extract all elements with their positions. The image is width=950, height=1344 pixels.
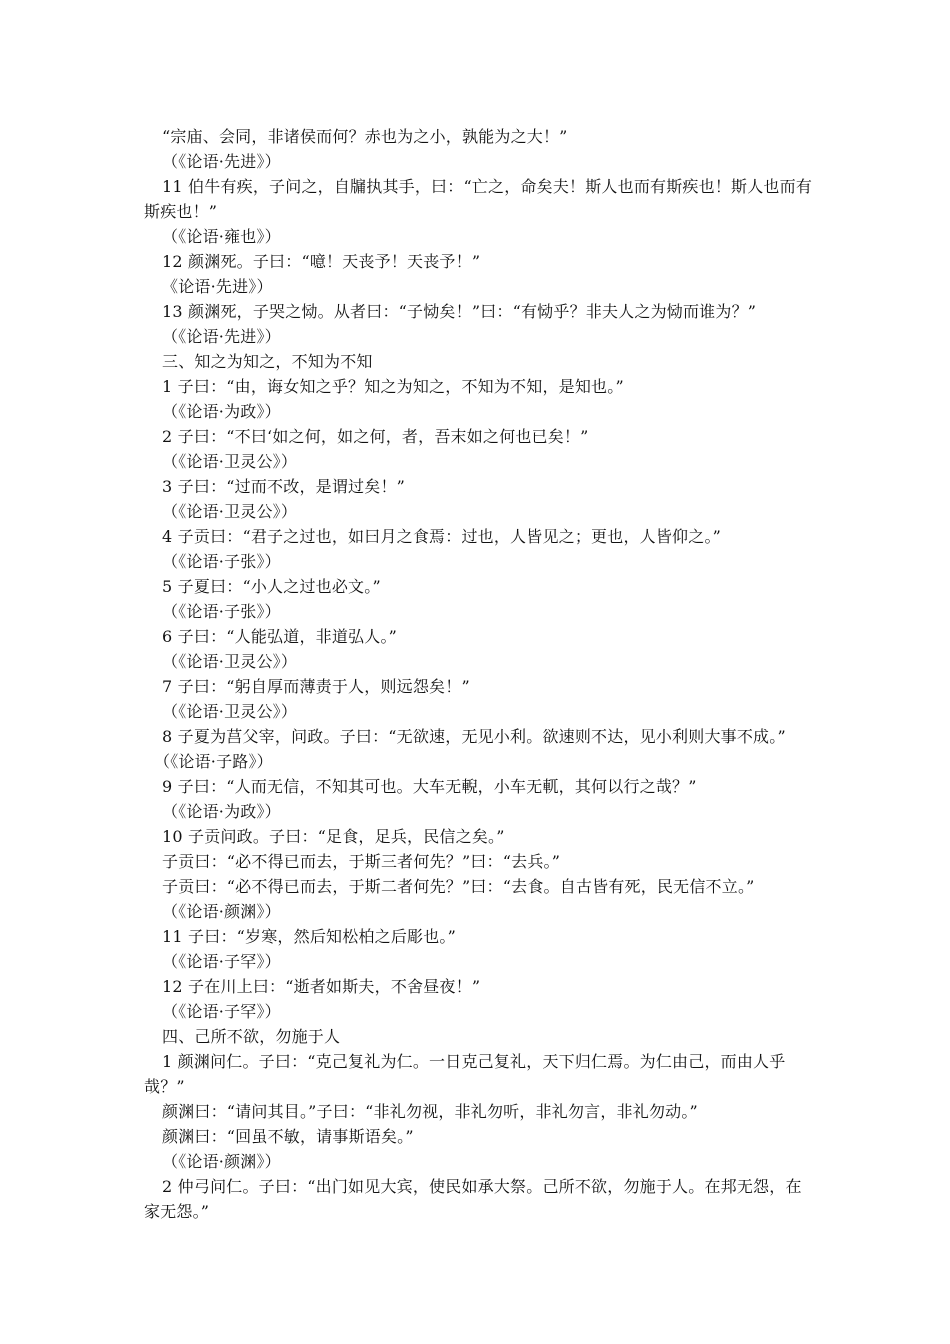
citation-line: （《论语·子张》） — [162, 602, 281, 621]
text-line: 9 子曰：“人而无信，不知其可也。大车无輗，小车无軏，其何以行之哉？” — [162, 777, 697, 796]
text-line: 哉？” — [144, 1077, 185, 1096]
citation-line: （《论语·卫灵公》） — [162, 452, 298, 471]
text-line: 5 子夏曰：“小人之过也必文。” — [162, 577, 381, 596]
text-line: 8 子夏为莒父宰，问政。子曰：“无欲速，无见小利。欲速则不达，见小利则大事不成。” — [162, 727, 786, 746]
citation-line: 《论语·先进》） — [162, 277, 273, 296]
citation-line: （《论语·雍也》） — [162, 227, 281, 246]
citation-line: （《论语·子罕》） — [162, 1002, 281, 1021]
citation-line: （《论语·为政》） — [162, 802, 281, 821]
citation-line: （《论语·子路》） — [154, 752, 273, 771]
text-line: 12 子在川上曰：“逝者如斯夫，不舍昼夜！” — [162, 977, 481, 996]
citation-line: （《论语·为政》） — [162, 402, 281, 421]
text-line: 11 子曰：“岁寒，然后知松柏之后彫也。” — [162, 927, 457, 946]
text-line: 4 子贡曰：“君子之过也，如曰月之食焉：过也，人皆见之；更也，人皆仰之。” — [162, 527, 722, 546]
citation-line: （《论语·先进》） — [162, 152, 281, 171]
citation-line: （《论语·子张》） — [162, 552, 281, 571]
text-line: 10 子贡问政。子曰：“足食，足兵，民信之矣。” — [162, 827, 505, 846]
text-line: 7 子曰：“躬自厚而薄责于人，则远怨矣！” — [162, 677, 470, 696]
text-line: 6 子曰：“人能弘道，非道弘人。” — [162, 627, 398, 646]
text-line: 2 子曰：“不曰‘如之何，如之何，者，吾末如之何也已矣！” — [162, 427, 589, 446]
citation-line: （《论语·颜渊》） — [162, 902, 281, 921]
text-line: 颜渊曰：“回虽不敏，请事斯语矣。” — [162, 1127, 414, 1146]
text-line: 斯疾也！” — [144, 202, 218, 221]
text-line: 家无怨。” — [144, 1202, 210, 1221]
text-line: 12 颜渊死。子曰：“噫！天丧予！天丧予！” — [162, 252, 481, 271]
text-line: 11 伯牛有疾，子问之，自牖执其手，曰：“亡之，命矣夫！斯人也而有斯疾也！斯人也而有 — [162, 177, 813, 196]
text-line: 子贡曰：“必不得已而去，于斯三者何先？”曰：“去兵。” — [162, 852, 561, 871]
text-line: 1 颜渊问仁。子曰：“克己复礼为仁。一日克己复礼，天下归仁焉。为仁由己，而由人乎 — [162, 1052, 786, 1071]
text-line: 2 仲弓问仁。子曰：“出门如见大宾，使民如承大祭。己所不欲，勿施于人。在邦无怨，在 — [162, 1177, 802, 1196]
citation-line: （《论语·卫灵公》） — [162, 502, 298, 521]
text-line: 子贡曰：“必不得已而去，于斯二者何先？”曰：“去食。自古皆有死，民无信不立。” — [162, 877, 755, 896]
citation-line: （《论语·颜渊》） — [162, 1152, 281, 1171]
citation-line: （《论语·卫灵公》） — [162, 702, 298, 721]
text-line: 1 子曰：“由，诲女知之乎？知之为知之，不知为不知，是知也。” — [162, 377, 624, 396]
text-line: 3 子曰：“过而不改，是谓过矣！” — [162, 477, 406, 496]
section-heading: 三、知之为知之，不知为不知 — [162, 352, 373, 371]
citation-line: （《论语·卫灵公》） — [162, 652, 298, 671]
text-line: 颜渊曰：“请问其目。”子曰：“非礼勿视，非礼勿听，非礼勿言，非礼勿动。” — [162, 1102, 698, 1121]
citation-line: （《论语·子罕》） — [162, 952, 281, 971]
text-line: “宗庙、会同，非诸侯而何？赤也为之小，孰能为之大！” — [162, 127, 568, 146]
citation-line: （《论语·先进》） — [162, 327, 281, 346]
text-line: 13 颜渊死，子哭之恸。从者曰：“子恸矣！”曰：“有恸乎？非夫人之为恸而谁为？” — [162, 302, 757, 321]
section-heading: 四、己所不欲，勿施于人 — [162, 1027, 341, 1046]
